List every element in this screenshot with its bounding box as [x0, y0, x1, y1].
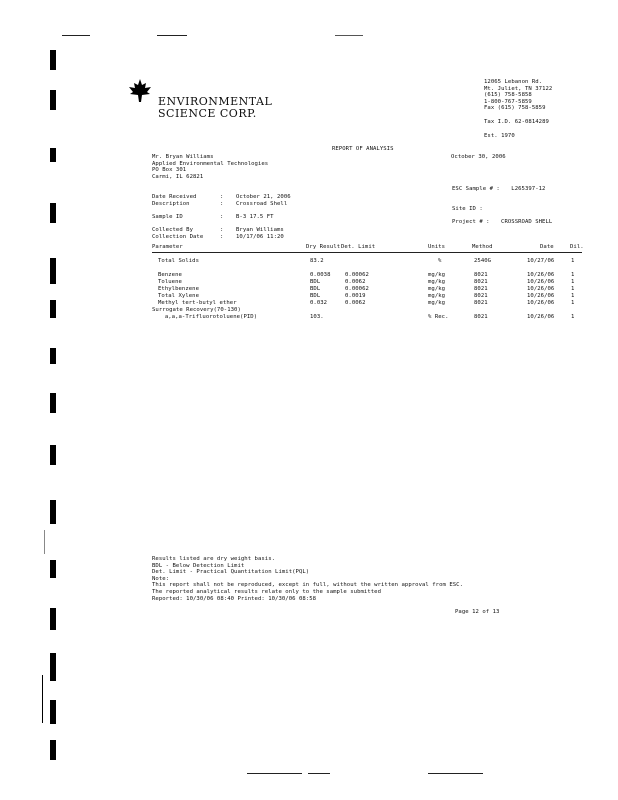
- esc-sample-number: [452, 186, 545, 192]
- cell-units: mg/kg: [428, 272, 446, 278]
- table-row: [0, 286, 618, 293]
- cell-method: 8021: [474, 314, 488, 320]
- tax-id: Tax I.D. 62-0814289: [484, 119, 549, 125]
- cell-dry-result: 103.: [310, 314, 324, 320]
- established: Est. 1970: [484, 133, 515, 139]
- table-row: [0, 279, 618, 286]
- meta-value: B-3 17.5 FT: [236, 213, 274, 220]
- cell-dil: 1: [571, 293, 575, 299]
- address-line: Mt. Juliet, TN 37122: [484, 85, 553, 92]
- cell-dry-result: BDL: [310, 286, 321, 292]
- cell-method: 2540G: [474, 258, 492, 264]
- sample-meta: [152, 194, 291, 240]
- cell-det-limit: 0.0019: [345, 293, 366, 299]
- cell-date: 10/26/06: [527, 314, 555, 320]
- cell-method: 8021: [474, 272, 488, 278]
- footer-line: Reported: 10/30/06 08:40 Printed: 10/30/06 08:58: [152, 595, 317, 602]
- meta-value: October 21, 2006: [236, 194, 291, 200]
- project-value: CROSSROAD SHELL: [501, 219, 553, 225]
- address-line: 1-800-767-5859: [484, 98, 532, 105]
- address-line: Fax (615) 758-5859: [484, 105, 546, 111]
- cell-date: 10/26/06: [527, 286, 555, 292]
- meta-value: Crossroad Shell: [236, 200, 288, 207]
- cell-date: 10/27/06: [527, 258, 555, 264]
- col-header-det-limit: Det. Limit: [341, 244, 376, 250]
- cell-units: mg/kg: [428, 293, 446, 299]
- cell-det-limit: 0.0062: [345, 279, 366, 285]
- col-header-date: Date: [540, 244, 554, 250]
- table-row: [0, 300, 618, 307]
- client-line: Mr. Bryan Williams: [152, 154, 214, 160]
- cell-parameter: Toluene: [158, 279, 182, 285]
- meta-sep: :: [220, 233, 224, 240]
- cell-date: 10/26/06: [527, 279, 555, 285]
- esc-sample-value: L265397-12: [511, 186, 546, 192]
- cell-date: 10/26/06: [527, 300, 555, 306]
- cell-dil: 1: [571, 286, 575, 292]
- table-row: [0, 307, 618, 314]
- table-row: [0, 258, 618, 265]
- maple-leaf-logo-icon: [127, 78, 153, 104]
- cell-units: mg/kg: [428, 300, 446, 306]
- cell-method: 8021: [474, 293, 488, 299]
- col-header-parameter: Parameter: [152, 244, 183, 250]
- footer-line: Note:: [152, 575, 170, 582]
- cell-dry-result: 0.032: [310, 300, 328, 306]
- cell-dry-result: BDL: [310, 279, 321, 285]
- meta-label: Description: [152, 200, 190, 207]
- cell-det-limit: 0.00062: [345, 272, 369, 278]
- company-address: [484, 79, 552, 112]
- cell-method: 8021: [474, 300, 488, 306]
- page-number: Page 12 of 13: [455, 609, 500, 615]
- cell-dil: 1: [571, 272, 575, 278]
- table-header: [0, 244, 618, 251]
- cell-dil: 1: [571, 279, 575, 285]
- meta-label: Collection Date: [152, 233, 204, 240]
- cell-date: 10/26/06: [527, 272, 555, 278]
- cell-parameter: Total Solids: [158, 258, 200, 264]
- cell-dil: 1: [571, 258, 575, 264]
- cell-parameter: Methyl tert-butyl ether: [158, 300, 237, 306]
- footer-notes: [152, 556, 463, 602]
- footer-line: This report shall not be reproduced, except in full, without the written approval from ESC.: [152, 582, 464, 589]
- cell-units: %: [438, 258, 442, 264]
- cell-units: % Rec.: [428, 314, 449, 320]
- cell-units: mg/kg: [428, 279, 446, 285]
- client-line: Carmi, IL 62821: [152, 173, 204, 180]
- site-id-label: Site ID :: [452, 206, 483, 212]
- meta-label: Collected By: [152, 226, 194, 233]
- project-label: Project # :: [452, 219, 490, 225]
- footer-line: Det. Limit - Practical Quantitation Limit(PQL): [152, 569, 310, 576]
- meta-label: Date Received: [152, 194, 197, 200]
- meta-label: Sample ID: [152, 213, 183, 220]
- cell-dil: 1: [571, 314, 575, 320]
- col-header-dil: Dil.: [570, 244, 584, 250]
- client-line: Applied Environmental Technologies: [152, 160, 269, 167]
- cell-parameter: Benzene: [158, 272, 182, 278]
- report-date: October 30, 2006: [451, 154, 506, 160]
- table-row: [0, 314, 618, 321]
- cell-method: 8021: [474, 286, 488, 292]
- company-name-line2: SCIENCE CORP.: [158, 107, 257, 120]
- cell-dry-result: 0.0038: [310, 272, 331, 278]
- meta-value: 10/17/06 11:20: [236, 233, 284, 240]
- address-line: (615) 758-5858: [484, 92, 532, 98]
- cell-units: mg/kg: [428, 286, 446, 292]
- cell-method: 8021: [474, 279, 488, 285]
- report-title: REPORT OF ANALYSIS: [332, 146, 394, 152]
- col-header-dry-result: Dry Result: [306, 244, 341, 250]
- cell-dry-result: 83.2: [310, 258, 324, 264]
- cell-parameter: Surrogate Recovery(70-130): [152, 307, 241, 313]
- col-header-method: Method: [472, 244, 493, 250]
- table-row: [0, 272, 618, 279]
- footer-line: The reported analytical results relate only to the sample submitted: [152, 588, 381, 595]
- meta-sep: :: [220, 194, 224, 200]
- esc-sample-label: ESC Sample # :: [452, 186, 500, 192]
- project-number: [452, 219, 552, 225]
- cell-dil: 1: [571, 300, 575, 306]
- table-row: [0, 293, 618, 300]
- cell-dry-result: BDL: [310, 293, 321, 299]
- table-row: [0, 265, 618, 272]
- company-name-line1: ENVIRONMENTAL: [158, 95, 273, 108]
- meta-value: Bryan Williams: [236, 226, 284, 233]
- meta-sep: :: [220, 200, 224, 207]
- col-header-units: Units: [428, 244, 446, 250]
- client-address: [152, 154, 268, 180]
- cell-parameter: a,a,a-Trifluorotoluene(PID): [158, 314, 258, 320]
- footer-line: Results listed are dry weight basis.: [152, 556, 276, 562]
- footer-line: BDL - Below Detection Limit: [152, 562, 245, 569]
- cell-det-limit: 0.00062: [345, 286, 369, 292]
- cell-date: 10/26/06: [527, 293, 555, 299]
- cell-det-limit: 0.0062: [345, 300, 366, 306]
- header-underline: [152, 252, 582, 253]
- cell-parameter: Total Xylene: [158, 293, 200, 299]
- address-line: 12065 Lebanon Rd.: [484, 79, 543, 85]
- meta-sep: :: [220, 226, 224, 233]
- cell-parameter: Ethylbenzene: [158, 286, 200, 292]
- client-line: PO Box 301: [152, 167, 187, 174]
- meta-sep: :: [220, 213, 224, 220]
- site-id: [452, 206, 483, 212]
